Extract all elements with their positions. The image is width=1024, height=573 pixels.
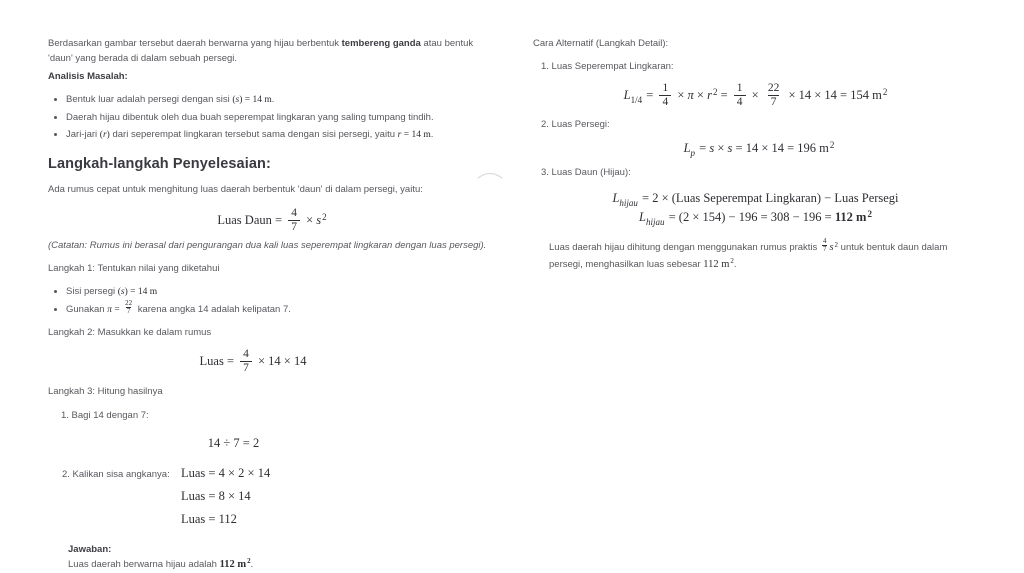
step1-label: Langkah 1: Tentukan nilai yang diketahui	[48, 263, 220, 275]
formula-leaf-area-2: $L_{hijau} = (2 \times 154) - 196 = 308 - 196 = 112$ $m^2$	[639, 208, 872, 227]
formula-square-area: $L_p = s \times s = 14 \times 14 = 196$ $m^2$	[683, 139, 835, 158]
substep2-label: 2. Kalikan sisa angkanya:	[62, 468, 170, 480]
formula-mult-line: Luas = 8 × 14	[181, 488, 251, 503]
analysis-bullet: • Bentuk luar adalah persegi dengan sisi (s) = 14 m.	[66, 93, 496, 107]
steps-heading: Langkah-langkah Penyelesaian:	[48, 156, 271, 172]
step1-bullet: • Gunakan π = $\frac{22}{7}$ karena angka 14 adalah kelipatan 7.	[66, 302, 496, 317]
alt-item2-label: 2. Luas Persegi:	[541, 119, 610, 131]
formula-mult-line: Luas = 112	[181, 511, 237, 526]
analysis-bullet: • Daerah hijau dibentuk oleh dua buah seperempat lingkaran yang saling tumpang tindih.	[66, 111, 496, 124]
step1-bullet: • Sisi persegi (s) = 14 m	[66, 285, 496, 299]
formula-mult-line: Luas = 4 × 2 × 14	[181, 465, 271, 480]
note-paragraph: (Catatan: Rumus ini berasal dari pengurangan dua kali luas seperempat lingkaran dengan luas persegi).	[48, 240, 487, 252]
left-column	[48, 36, 496, 573]
formula-step2: Luas = $\frac{4}{7}$ × 14 × 14	[199, 348, 307, 374]
formula-luas-daun: Luas Daun = $\frac{4}{7}$ × $s^2$	[217, 206, 327, 233]
alt-item3-label: 3. Luas Daun (Hijau):	[541, 167, 631, 179]
alternative-heading: Cara Alternatif (Langkah Detail):	[533, 38, 669, 49]
intro-paragraph: Berdasarkan gambar tersebut daerah berwarna yang hijau berbentuk tembereng ganda atau bentuk 'daun' yang berada di dalam sebuah persegi.	[48, 38, 474, 64]
substep2-row	[48, 465, 496, 534]
step1-bullet-list	[48, 285, 496, 317]
closing-paragraph: Luas daerah hijau dihitung dengan menggunakan rumus praktis $\frac{4}{7}$ $s^2$ untuk bentuk daun dalam persegi, menghasilkan luas sebesar 112 $m^2$.	[549, 237, 948, 270]
answer-line: Luas daerah berwarna hijau adalah 112 $m^2$.	[68, 557, 254, 570]
step2-label: Langkah 2: Masukkan ke dalam rumus	[48, 327, 212, 339]
analisis-heading: Analisis Masalah:	[48, 71, 128, 82]
formula-quarter-circle: $L_{1/4}$ = $\frac{1}{4}$ × $\pi \times r^2$ = $\frac{1}{4}$ × $\frac{22}{7}$ × 14 × 14 = 154 $m^2$	[623, 81, 888, 108]
alt-item1-label: 1. Luas Seperempat Lingkaran:	[541, 61, 674, 72]
right-column	[533, 36, 978, 273]
answer-heading: Jawaban:	[68, 543, 112, 555]
answer-block	[68, 542, 496, 573]
analysis-bullet: • Jari-jari (r) dari seperempat lingkaran tersebut sama dengan sisi persegi, yaitu r = 14 m.	[66, 128, 496, 142]
step3-label: Langkah 3: Hitung hasilnya	[48, 385, 163, 397]
multiplication-lines	[181, 465, 270, 534]
steps-intro: Ada rumus cepat untuk menghitung luas daerah berbentuk 'daun' di dalam persegi, yaitu:	[48, 184, 423, 195]
substep1-label: 1. Bagi 14 dengan 7:	[61, 409, 149, 421]
formula-leaf-area-1: $L_{hijau} = 2$ × (Luas Seperempat Lingkaran) − Luas Persegi	[612, 191, 899, 208]
analysis-bullet-list	[48, 93, 496, 142]
formula-division: 14 ÷ 7 = 2	[207, 435, 260, 450]
